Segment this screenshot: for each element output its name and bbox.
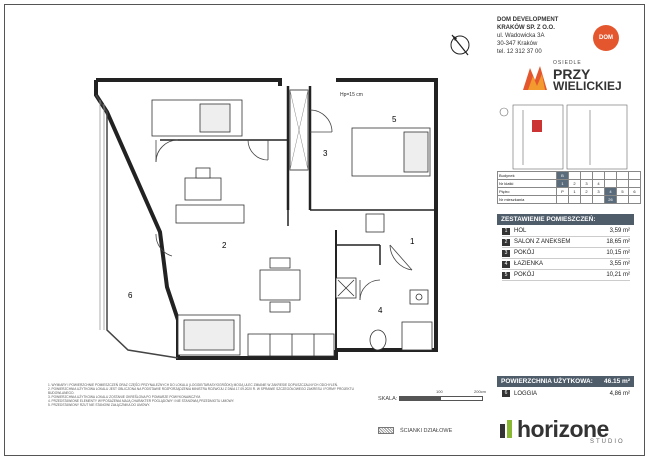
label-building: Budynek (498, 172, 557, 180)
scale-label: SKALA: (378, 396, 398, 402)
bed-right (352, 128, 430, 176)
rooms-list (502, 226, 630, 281)
room-name: SALON Z ANEKSEM (514, 239, 571, 245)
cell-staircase-3: 3 (581, 180, 593, 188)
developer-name: DOM DEVELOPMENT (497, 17, 559, 23)
room-area: 18,65 m² (606, 239, 630, 245)
height-note: Hp=15 cm (340, 92, 363, 98)
room-no: 3 (502, 250, 510, 257)
cell-floor-2: 2 (581, 188, 593, 196)
row-building (498, 172, 641, 180)
bed-left (152, 100, 242, 136)
cell-floor-6: 6 (629, 188, 641, 196)
dining-table (260, 258, 300, 312)
cell-building: B (557, 172, 569, 180)
cell-floor-5: 5 (617, 188, 629, 196)
row-apartment (498, 196, 641, 204)
list-item (502, 226, 630, 237)
room-area: 3,59 m² (609, 228, 630, 234)
list-item (502, 270, 630, 281)
ventilation-shaft (290, 90, 308, 170)
loggia-area: 4,86 m² (609, 390, 630, 397)
room-number-1: 1 (410, 237, 415, 246)
room-no: 1 (502, 228, 510, 235)
scale-tick-end: 200cm (474, 389, 487, 394)
logo-line-1: OSIEDLE (553, 60, 582, 66)
list-item (502, 237, 630, 248)
room-area: 3,55 m² (609, 261, 630, 267)
room-area: 10,15 m² (606, 250, 630, 256)
room-number-5: 5 (392, 115, 397, 124)
cell-floor-1: 1 (569, 188, 581, 196)
logo-line-2: PRZY (553, 66, 591, 82)
horizone-mark-icon (500, 420, 514, 438)
room-number-3: 3 (323, 149, 328, 158)
footnotes (48, 383, 364, 407)
developer-info (497, 16, 558, 56)
hatch-swatch (378, 427, 394, 434)
room-number-4: 4 (378, 306, 383, 315)
sofa (178, 315, 240, 355)
cell-staircase-2: 2 (569, 180, 581, 188)
brand-sub: STUDIO (590, 439, 625, 445)
room-name: ŁAZIENKA (514, 261, 544, 267)
cell-apartment: 26 (605, 196, 617, 204)
label-floor: Piętro (498, 188, 557, 196)
footnote: 4. PRZEDSTAWIONE ELEMENTY WYPOSAŻENIA MAJĄ CHARAKTER POGLĄDOWY I NIE STANOWIĄ PRZEDMIOTU UMOWY. (48, 399, 235, 403)
loggia-row (502, 389, 630, 398)
usable-area-value: 46.15 m² (603, 378, 630, 385)
developer-street: ul. Wadowicka 3A (497, 33, 545, 39)
scale-bar (399, 396, 483, 401)
flame-logo-icon (520, 62, 550, 92)
bathroom-fixtures (370, 290, 432, 350)
usable-area-bar (497, 376, 634, 387)
cell-floor-4: 4 (605, 188, 617, 196)
developer-city: 30-347 Kraków (497, 41, 538, 47)
wardrobe (366, 214, 384, 232)
rooms-header: ZESTAWIENIE POMIESZCZEŃ: (497, 214, 634, 225)
walls-legend (378, 427, 452, 434)
building-info-table (497, 171, 641, 204)
footnote: 1. WYMIARY I POWIERZCHNIE POMIESZCZEŃ ORAZ CZĘŚCI PRZYNALEŻNYCH DO LOKALU (LOGGIE/TARASY/OGRÓDKI) MOGĄ ULEC ZMIANIE W ZAKRESIE DOPUSZCZALNYCH ODCHYLEŃ. (48, 383, 338, 387)
key-plan (500, 105, 627, 169)
developer-phone: tel. 12 312 37 00 (497, 49, 542, 55)
room-number-2: 2 (222, 241, 227, 250)
brand-name: horizone (517, 416, 609, 442)
cell-floor-3: 3 (593, 188, 605, 196)
project-logo (520, 60, 630, 100)
label-apartment: Nr mieszkania (498, 196, 557, 204)
room-name: POKÓJ (514, 272, 535, 278)
row-staircase (498, 180, 641, 188)
room-number-6: 6 (128, 291, 133, 300)
room-area: 10,21 m² (606, 272, 630, 278)
north-arrow-icon (451, 35, 469, 55)
room-name: POKÓJ (514, 250, 535, 256)
row-floor (498, 188, 641, 196)
footnote: 3. POWIERZCHNIA UŻYTKOWA LOKALU ZOSTANIE OKREŚLONA PO POMIARZE POWYKONAWCZYM. (48, 395, 201, 399)
room-no: 5 (502, 272, 510, 279)
loggia-no: 6 (502, 390, 510, 397)
walls-legend-label: ŚCIANKI DZIAŁOWE (400, 427, 453, 434)
cell-staircase-4: 4 (593, 180, 605, 188)
developer-company: KRAKÓW SP. Z O.O. (497, 25, 555, 31)
room-no: 2 (502, 239, 510, 246)
room-name: HOL (514, 228, 527, 234)
list-item (502, 259, 630, 270)
cell-staircase-1: 1 (557, 180, 569, 188)
scale-tick-mid: 100 (436, 389, 443, 394)
desk (176, 168, 244, 223)
room-no: 4 (502, 261, 510, 268)
footnote: 5. PRZEDSTAWIONY RZUT NIE STANOWI ZAŁĄCZNIKA DO UMOWY. (48, 403, 150, 407)
cell-floor-p: P (557, 188, 569, 196)
usable-area-label: POWIERZCHNIA UŻYTKOWA: (501, 378, 593, 385)
dom-logo: DOM (593, 25, 619, 51)
footnote: 2. POWIERZCHNIA UŻYTKOWA LOKALU JEST OBLICZONA NA PODSTAWIE ROZPORZĄDZENIA MINISTRA ROZWOJU Z DNIA 17.09.2020 R. W SPRAWIE SZCZEGÓŁOWEGO ZAKRESU I FORMY PROJEKTU BUDOWLANEGO. (48, 387, 354, 395)
label-staircase: Nr klatki (498, 180, 557, 188)
logo-line-3: WIELICKIEJ (553, 79, 622, 93)
list-item (502, 248, 630, 259)
loggia-name: LOGGIA (514, 390, 538, 397)
